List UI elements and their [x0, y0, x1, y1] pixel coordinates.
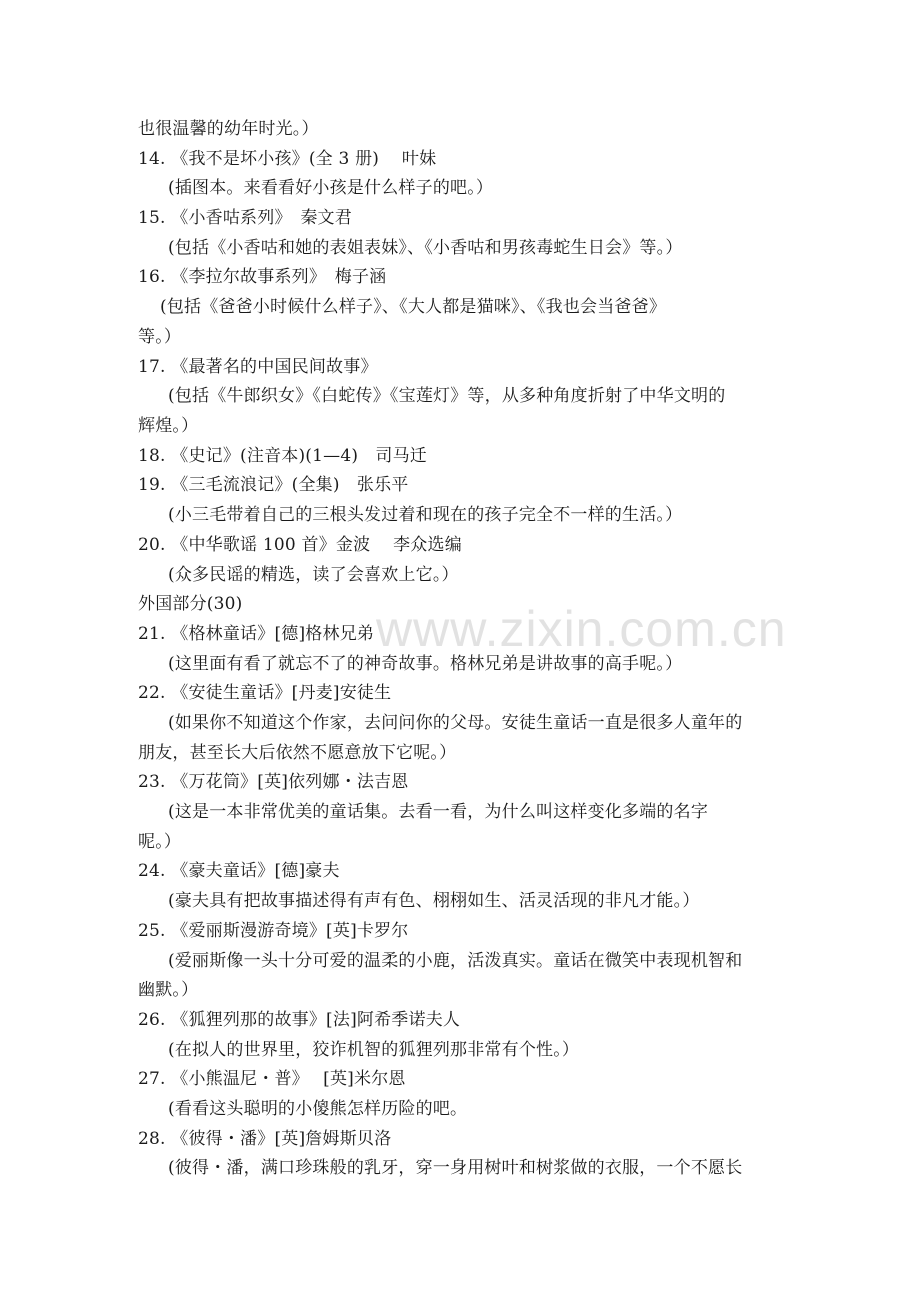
text-line: (包括《爸爸小时候什么样子》、《大人都是猫咪》、《我也会当爸爸》 — [160, 297, 667, 317]
text-line: 15. 《小香咕系列》 秦文君 — [138, 208, 352, 228]
text-line: (豪夫具有把故事描述得有声有色、栩栩如生、活灵活现的非凡才能。） — [168, 891, 700, 911]
text-line: (众多民谣的精选，读了会喜欢上它。） — [168, 565, 459, 585]
text-line: 也很温馨的幼年时光。） — [138, 119, 319, 139]
text-line: 21. 《格林童话》[德]格林兄弟 — [138, 624, 375, 644]
text-line: 23. 《万花筒》[英]依列娜・法吉恩 — [138, 772, 409, 792]
text-line: 25. 《爱丽斯漫游奇境》[英]卡罗尔 — [138, 921, 409, 941]
text-line: (在拟人的世界里，狡诈机智的狐狸列那非常有个性。） — [168, 1040, 580, 1060]
text-line: (这是一本非常优美的童话集。去看一看，为什么叫这样变化多端的名字 — [168, 802, 709, 822]
text-line: (彼得・潘，满口珍珠般的乳牙，穿一身用树叶和树浆做的衣服，一个不愿长 — [168, 1158, 743, 1178]
text-line: (看看这头聪明的小傻熊怎样历险的吧。 — [168, 1099, 468, 1119]
text-line: 18. 《史记》(注音本)(1—4) 司马迁 — [138, 446, 427, 466]
text-line: 27. 《小熊温尼・普》 [英]米尔恩 — [138, 1069, 406, 1089]
text-line: 呢。） — [138, 832, 182, 852]
text-line: 朋友，甚至长大后依然不愿意放下它呢。） — [138, 743, 457, 763]
text-line: 22. 《安徒生童话》[丹麦]安徒生 — [138, 683, 392, 703]
text-line: 17. 《最著名的中国民间故事》 — [138, 357, 378, 377]
text-line: 19. 《三毛流浪记》(全集) 张乐平 — [138, 475, 409, 495]
text-line: 16. 《李拉尔故事系列》 梅子涵 — [138, 267, 387, 287]
text-line: (包括《牛郎织女》《白蛇传》《宝莲灯》等，从多种角度折射了中华文明的 — [168, 386, 726, 406]
text-line: (包括《小香咕和她的表姐表妹》、《小香咕和男孩毒蛇生日会》等。） — [168, 238, 683, 258]
section-heading: 外国部分(30) — [138, 594, 243, 614]
text-line: (小三毛带着自己的三根头发过着和现在的孩子完全不一样的生活。） — [168, 505, 683, 525]
text-line: (爱丽斯像一头十分可爱的温柔的小鹿，活泼真实。童话在微笑中表现机智和 — [168, 951, 743, 971]
text-line: 28. 《彼得・潘》[英]詹姆斯贝洛 — [138, 1129, 392, 1149]
text-line: (插图本。来看看好小孩是什么样子的吧。） — [168, 178, 494, 198]
text-line: (如果你不知道这个作家，去问问你的父母。安徒生童话一直是很多人童年的 — [168, 713, 743, 733]
text-line: 24. 《豪夫童话》[德]豪夫 — [138, 861, 340, 881]
text-line: 14. 《我不是坏小孩》(全 3 册) 叶妹 — [138, 149, 437, 169]
text-line: 幽默。） — [138, 980, 199, 1000]
watermark: www.zixin.com.cn — [376, 601, 787, 657]
text-line: 20. 《中华歌谣 100 首》金波 李众选编 — [138, 535, 462, 555]
text-line: 辉煌。） — [138, 416, 199, 436]
text-line: 26. 《狐狸列那的故事》[法]阿希季诺夫人 — [138, 1010, 461, 1030]
text-line: (这里面有看了就忘不了的神奇故事。格林兄弟是讲故事的高手呢。） — [168, 654, 683, 674]
text-line: 等。） — [138, 327, 182, 347]
